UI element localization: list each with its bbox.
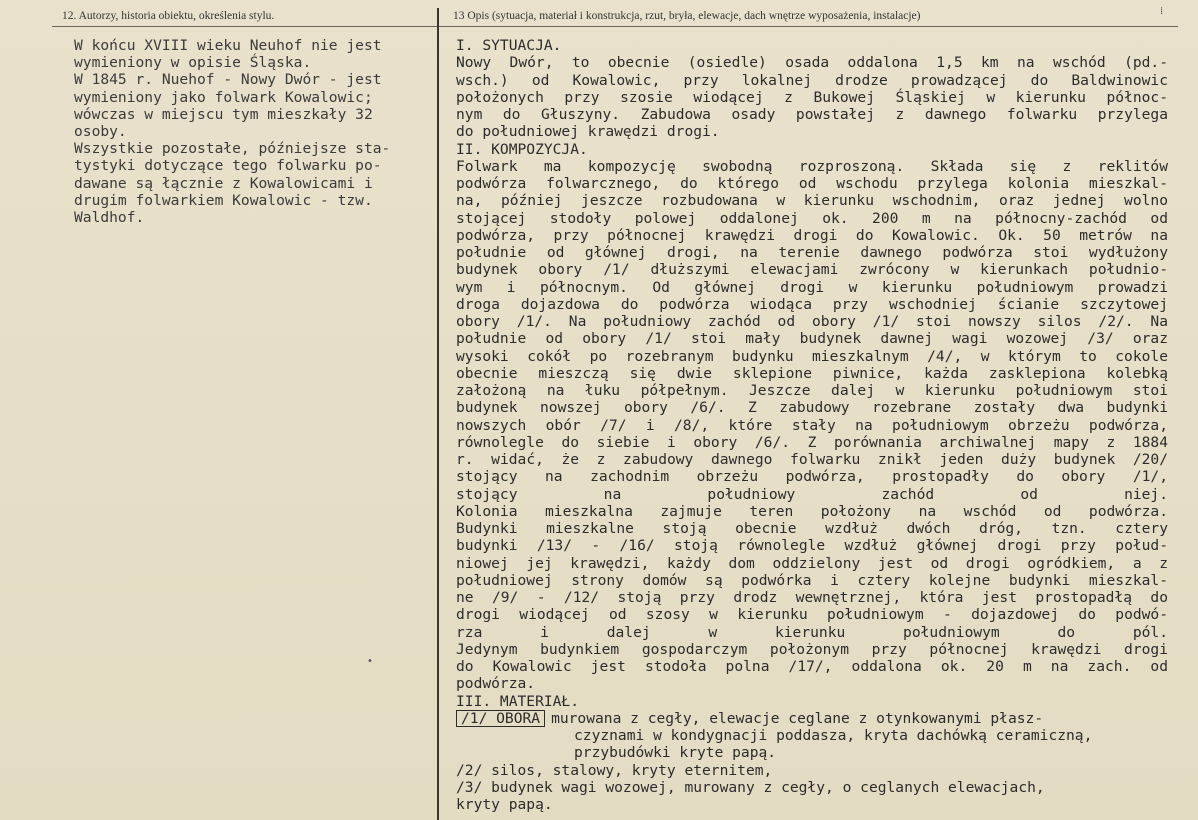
text-line: południowej strony domów są podwórka i cztery kolejne budynki mieszkal- (456, 571, 1168, 589)
text-line: nym do Głuszyny. Zabudowa osady powstałej z dawnego folwarku przylega (456, 106, 1168, 123)
text-line: wym i północnym. Od głównej drogi w kierunku południowym prowadzi (456, 278, 1168, 296)
text-line: ne /9/ - /12/ stoją przy drodz wewnętrznej, która jest prostopadłą do (456, 589, 1168, 606)
text-line: wysoki cokół po rozebranym budynku mieszkalnym /4/, w którym to cokole (456, 347, 1168, 365)
text-line: podwórza, przy północnej krawędzi drogi do Kowalowic. Ok. 50 metrów na (456, 226, 1168, 244)
boxed-label: /1/ OBORA (456, 710, 545, 727)
history-line: Wszystkie pozostałe, późniejsze sta- (74, 140, 391, 158)
material-item: kryty papą. (456, 796, 553, 813)
text-line: równolegle do siebie i obory /6/. Z porównania archiwalnej mapy z 1884 (456, 433, 1168, 451)
header-divider (52, 26, 1178, 27)
text-line: budynek nowszej obory /6/. Z zabudowy rozebrane zostały dwa budynki (456, 399, 1168, 417)
text-line: Nowy Dwór, to obecnie (osiedle) osada oddalona 1,5 km na wschód (pd.- (456, 54, 1168, 72)
text-line: Folwark ma kompozycję swobodną rozproszoną. Składa się z reklitów (456, 157, 1168, 175)
text-line: założoną na łuku półpełnym. Jeszcze dalej w kierunku południowym stoi (456, 382, 1168, 399)
material-cont-line: czyznami w kondygnacji poddasza, kryta dachówką ceramiczną, (574, 727, 1093, 744)
history-line: wymieniony jako folwark Kowalowic; (74, 88, 373, 106)
text-line: niowej jej krawędzi, każdy dom oddzielony jest od drogi ogródkiem, a z (456, 554, 1168, 572)
material-cont-line: przybudówki kryte papą. (574, 744, 777, 762)
history-column (74, 37, 424, 226)
history-line: W końcu XVIII wieku Neuhof nie jest (74, 37, 382, 54)
text-line: na, później jeszcze rozbudowana w kierunku wschodnim, oraz jednej wolno (456, 192, 1168, 210)
text-line: południe od głównej drogi, na terenie dawnego podwórza stoi wydłużony (456, 244, 1168, 261)
text-line: do Kowalowic jest stodoła polna /17/, oddalona ok. 20 m na zach. od (456, 658, 1168, 675)
text-line: nowszych obór /7/ i /8/, które stały na południowym obrzeżu podwórza, (456, 416, 1168, 434)
text-line: Budynki mieszkalne stoją obecnie wzdłuż dwóch dróg, tzn. cztery (456, 520, 1168, 537)
text-line: droga dojazdowa do podwórza wiodąca przy wschodniej ścianie szczytowej (456, 295, 1168, 313)
description-column (456, 37, 1168, 813)
material-item: /2/ silos, stalowy, kryty eternitem, (456, 761, 773, 779)
text-line: południe od obory /1/ stoi mały budynek dawnej wagi wozowej /3/ oraz (456, 330, 1168, 348)
text-line: podwórza. (456, 675, 536, 693)
text-line: obecnie mieszczą się dwie sklepione piwnice, każda zasklepiona kolebką (456, 364, 1168, 382)
text-line: stojący na południowy zachód od niej. (456, 485, 1168, 503)
margin-dot: • (367, 656, 373, 667)
text-line: podwórza folwarcznego, do którego od wschodu przylega kolonia mieszkal- (456, 175, 1168, 192)
text-line: budynki /13/ - /16/ stoją równolegle wzdłuż głównej drogi przy połud- (456, 537, 1168, 555)
history-line: tystyki dotyczące tego folwarku po- (74, 157, 382, 175)
material-first-line: murowana z cegły, elewacje ceglane z otynkowanymi płasz- (551, 709, 1044, 727)
text-line: budynek obory /1/ dłuższymi elewacjami zwrócony w kierunkach południo- (456, 261, 1168, 279)
text-line: Kolonia mieszkalna zajmuje teren położony na wschód od podwórza. (456, 502, 1168, 520)
text-line: drogi wiodącej od szosy w kierunku południowym - dojazdowej do podwó- (456, 606, 1168, 624)
section-heading: II. KOMPOZYCJA. (456, 140, 588, 158)
history-line: drugim folwarkiem Kowalowic - tzw. (74, 191, 373, 209)
text-line: r. widać, że z zabudowy dawnego folwarku znikł jeden duży budynek /20/ (456, 451, 1168, 468)
text-line: wsch.) od Kowalowic, przy lokalnej drodze prowadzącej do Baldwinowic (456, 71, 1168, 89)
history-line: Waldhof. (74, 209, 145, 227)
text-line: do południowej krawędzi drogi. (456, 123, 720, 141)
material-item: /3/ budynek wagi wozowej, murowany z cegły, o ceglanych elewacjach, (456, 778, 1045, 796)
right-column-header: 13 Opis (sytuacja, materiał i konstrukcja, rzut, bryła, elewacje, dach wnętrze wyposażenia, instalacje) (453, 10, 921, 22)
material-entry-obora (456, 710, 1168, 727)
section-heading: III. MATERIAŁ. (456, 692, 580, 710)
left-column-header: 12. Autorzy, historia obiektu, określenia stylu. (62, 10, 275, 22)
section-heading: I. SYTUACJA. (456, 37, 562, 54)
history-line: W 1845 r. Nuehof - Nowy Dwór - jest (74, 71, 382, 89)
text-line: Jedynym budynkiem gospodarczym położonym przy północnej krawędzi drogi (456, 640, 1168, 658)
history-line: dawane są łącznie z Kowalowicami i (74, 174, 373, 192)
margin-mark: ⁞ (1160, 6, 1164, 17)
history-line: wówczas w miejscu tym mieszkały 32 (74, 105, 373, 123)
column-divider (437, 8, 439, 820)
text-line: obory /1/. Na południowy zachód od obory /1/ stoi nowszy silos /2/. Na (456, 313, 1168, 330)
text-line: stojącej stodoły polowej oddalonej ok. 200 m na północny-zachód od (456, 209, 1168, 227)
text-line: rza i dalej w kierunku południowym do pól. (456, 623, 1168, 641)
history-line: wymieniony w opisie Śląska. (74, 54, 312, 72)
text-line: stojący na zachodnim obrzeżu podwórza, prostopadły do obory /1/, (456, 468, 1168, 486)
history-line: osoby. (74, 123, 127, 141)
text-line: położonych przy szosie wiodącej z Bukowej Śląskiej w kierunku północ- (456, 88, 1168, 106)
